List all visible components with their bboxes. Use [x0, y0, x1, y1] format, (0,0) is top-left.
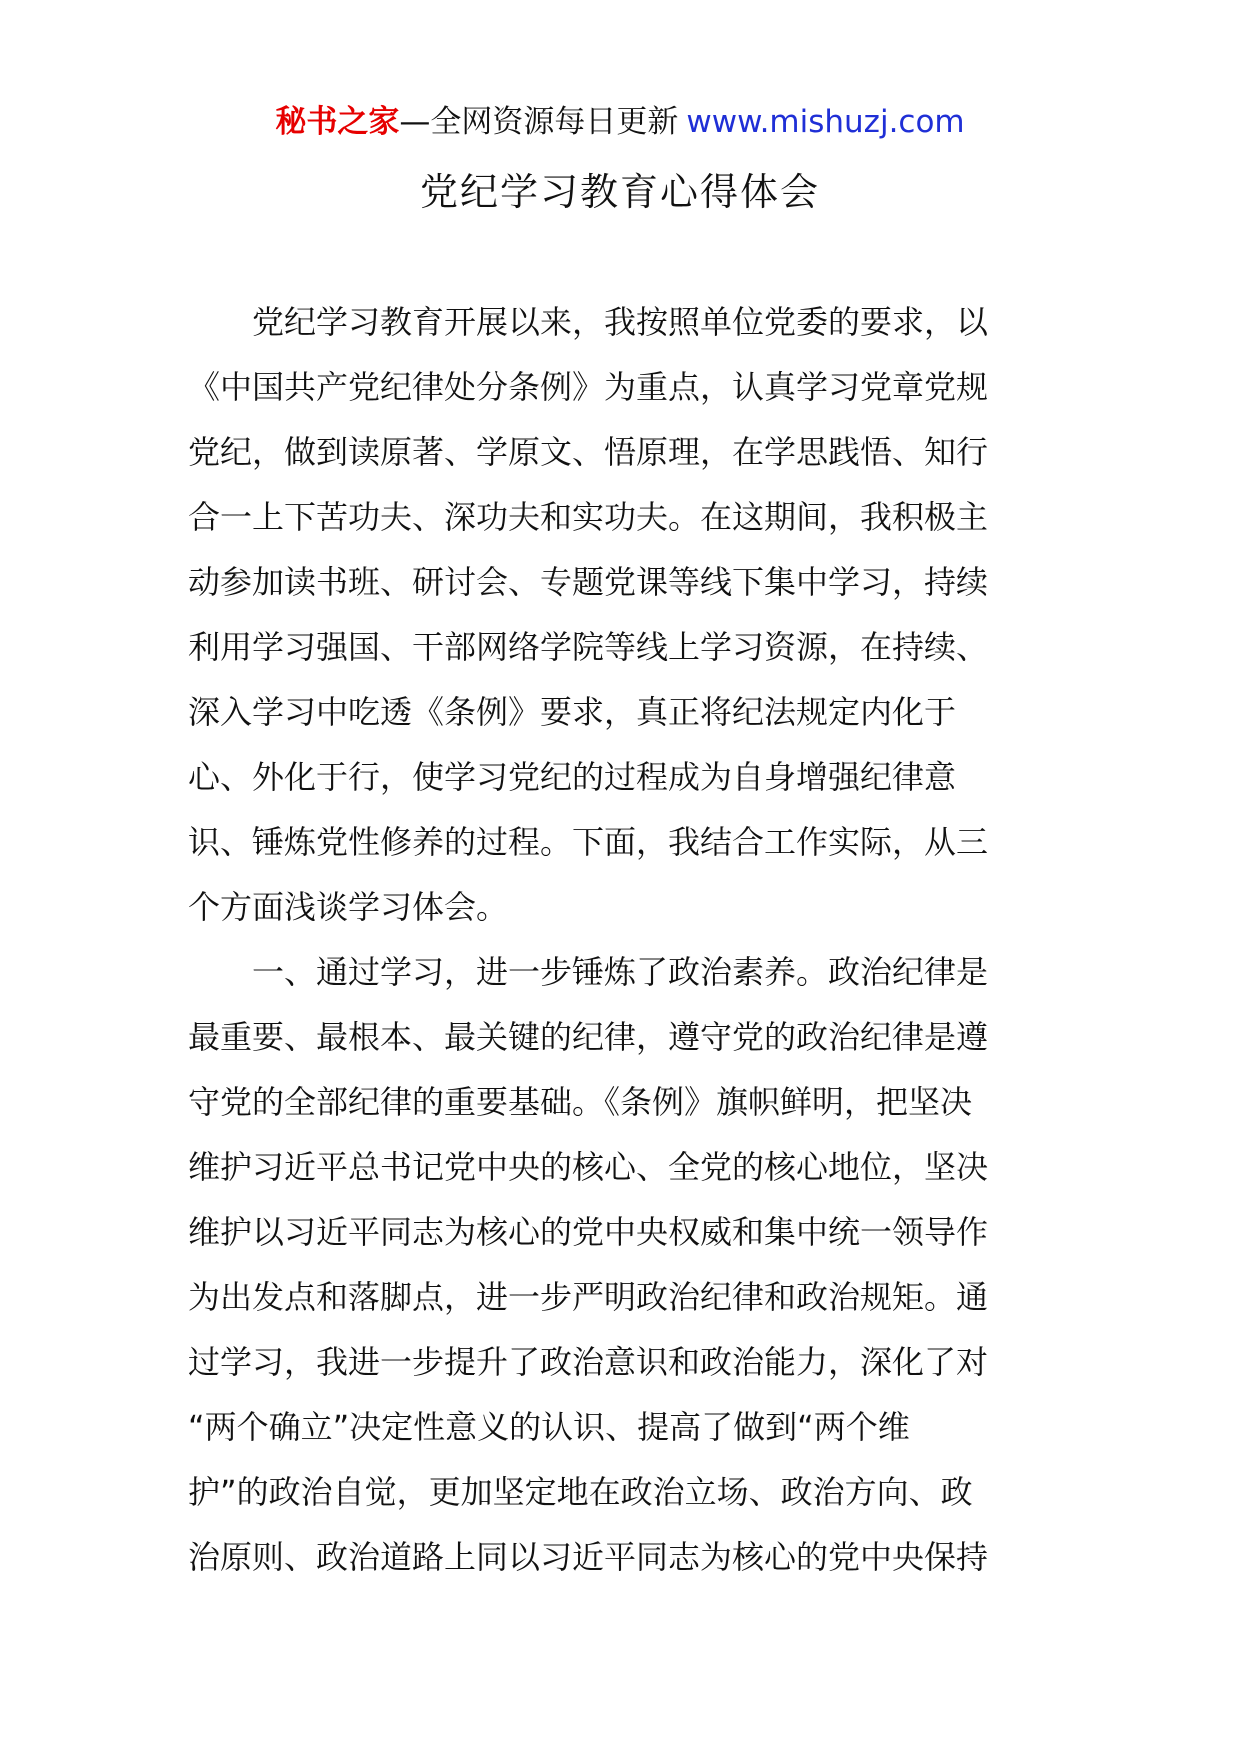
text-line: 动参加读书班、研讨会、专题党课等线下集中学习，持续 — [188, 563, 989, 601]
text-line: 为出发点和落脚点，进一步严明政治纪律和政治规矩。通 — [188, 1278, 989, 1316]
text-line: 过学习，我进一步提升了政治意识和政治能力，深化了对 — [188, 1343, 989, 1381]
text-line: 党纪，做到读原著、学原文、悟原理，在学思践悟、知行 — [188, 433, 989, 471]
text-line: 党纪学习教育开展以来，我按照单位党委的要求，以 — [252, 303, 989, 341]
document-body — [188, 290, 1052, 1590]
paragraph-intro — [188, 290, 1052, 940]
text-line: 识、锤炼党性修养的过程。下面，我结合工作实际，从三 — [188, 823, 989, 861]
text-line: 《中国共产党纪律处分条例》为重点，认真学习党章党规 — [188, 368, 989, 406]
text-line: 维护习近平总书记党中央的核心、全党的核心地位，坚决 — [188, 1148, 989, 1186]
text-line: 最重要、最根本、最关键的纪律，遵守党的政治纪律是遵 — [188, 1018, 989, 1056]
text-line: 深入学习中吃透《条例》要求，真正将纪法规定内化于 — [188, 693, 957, 731]
text-line: 守党的全部纪律的重要基础。《条例》旗帜鲜明，把坚决 — [188, 1083, 973, 1121]
text-line: 护”的政治自觉，更加坚定地在政治立场、政治方向、政 — [188, 1473, 973, 1511]
text-line: “两个确立”决定性意义的认识、提高了做到“两个维 — [188, 1408, 910, 1446]
text-line: 一、通过学习，进一步锤炼了政治素养。政治纪律是 — [252, 953, 989, 991]
text-line: 治原则、政治道路上同以习近平同志为核心的党中央保持 — [188, 1538, 989, 1576]
site-header — [0, 100, 1240, 144]
text-line: 个方面浅谈学习体会。 — [188, 888, 509, 926]
site-url-link[interactable]: www.mishuzj.com — [686, 104, 965, 140]
text-line: 利用学习强国、干部网络学院等线上学习资源，在持续、 — [188, 628, 989, 666]
brand-name: 秘书之家 — [275, 104, 400, 140]
paragraph-section-one — [188, 940, 1052, 1590]
text-line: 合一上下苦功夫、深功夫和实功夫。在这期间，我积极主 — [188, 498, 989, 536]
header-tagline: —全网资源每日更新 — [399, 104, 679, 140]
text-line: 心、外化于行，使学习党纪的过程成为自身增强纪律意 — [188, 758, 957, 796]
document-title: 党纪学习教育心得体会 — [419, 170, 820, 214]
text-line: 维护以习近平同志为核心的党中央权威和集中统一领导作 — [188, 1213, 989, 1251]
